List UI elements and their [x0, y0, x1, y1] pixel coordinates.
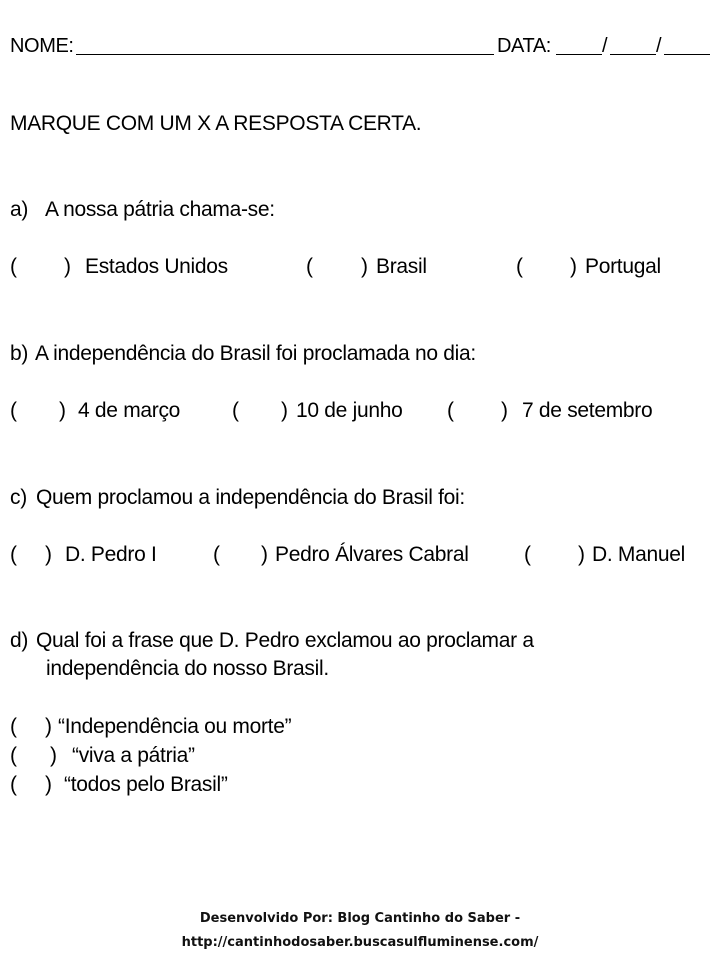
date-year-field[interactable] — [664, 54, 710, 55]
name-label: NOME: — [10, 35, 74, 57]
option-checkbox-open[interactable]: ( — [524, 543, 531, 566]
option-label: Portugal — [585, 255, 661, 278]
date-separator: / — [602, 35, 608, 57]
question-d-text-continued: independência do nosso Brasil. — [46, 657, 329, 680]
instruction-heading: MARQUE COM UM X A RESPOSTA CERTA. — [10, 112, 422, 135]
option-checkbox-open[interactable]: ( — [10, 543, 17, 566]
option-label: “viva a pátria” — [72, 744, 195, 767]
option-checkbox-close[interactable]: ) — [45, 715, 52, 738]
date-month-field[interactable] — [610, 54, 656, 55]
question-c-letter: c) — [10, 486, 27, 509]
option-checkbox-open[interactable]: ( — [10, 255, 17, 278]
option-checkbox-open[interactable]: ( — [447, 399, 454, 422]
question-c-options — [0, 543, 720, 569]
option-label: D. Pedro I — [65, 543, 157, 566]
option-checkbox-close[interactable]: ) — [578, 543, 585, 566]
option-checkbox-close[interactable]: ) — [59, 399, 66, 422]
question-b-letter: b) — [10, 342, 29, 365]
date-label: DATA: — [497, 35, 551, 57]
option-checkbox-open[interactable]: ( — [10, 715, 17, 738]
option-checkbox-close[interactable]: ) — [501, 399, 508, 422]
question-a-letter: a) — [10, 198, 29, 221]
option-label: Pedro Álvares Cabral — [275, 543, 469, 566]
date-separator: / — [656, 35, 662, 57]
option-checkbox-close[interactable]: ) — [45, 543, 52, 566]
option-label: 10 de junho — [296, 399, 403, 422]
option-checkbox-open[interactable]: ( — [10, 773, 17, 796]
option-label: Brasil — [376, 255, 427, 278]
question-d-option-1 — [0, 715, 720, 741]
name-field[interactable] — [76, 54, 494, 55]
question-a-options — [0, 255, 720, 281]
option-checkbox-open[interactable]: ( — [10, 399, 17, 422]
option-checkbox-open[interactable]: ( — [306, 255, 313, 278]
option-checkbox-open[interactable]: ( — [213, 543, 220, 566]
option-checkbox-open[interactable]: ( — [10, 744, 17, 767]
option-checkbox-close[interactable]: ) — [261, 543, 268, 566]
footer-url[interactable]: http://cantinhodosaber.buscasulfluminense.com/ — [181, 935, 539, 950]
option-label: Estados Unidos — [85, 255, 228, 278]
option-checkbox-close[interactable]: ) — [64, 255, 71, 278]
question-c-text: Quem proclamou a independência do Brasil foi: — [36, 486, 465, 509]
question-a-text: A nossa pátria chama-se: — [45, 198, 275, 221]
option-label: 7 de setembro — [522, 399, 653, 422]
option-label: “todos pelo Brasil” — [64, 773, 228, 796]
question-d-letter: d) — [10, 629, 29, 652]
option-checkbox-close[interactable]: ) — [570, 255, 577, 278]
option-checkbox-close[interactable]: ) — [45, 773, 52, 796]
option-checkbox-open[interactable]: ( — [232, 399, 239, 422]
option-label: 4 de março — [78, 399, 181, 422]
question-b-text: A independência do Brasil foi proclamada no dia: — [35, 342, 476, 365]
option-checkbox-close[interactable]: ) — [361, 255, 368, 278]
question-b-options — [0, 399, 720, 425]
question-d-option-2 — [0, 744, 720, 770]
option-checkbox-close[interactable]: ) — [281, 399, 288, 422]
option-label: “Independência ou morte” — [58, 715, 292, 738]
option-checkbox-open[interactable]: ( — [516, 255, 523, 278]
option-checkbox-close[interactable]: ) — [50, 744, 57, 767]
date-day-field[interactable] — [556, 54, 602, 55]
question-d-option-3 — [0, 773, 720, 799]
question-d-text: Qual foi a frase que D. Pedro exclamou ao proclamar a — [36, 629, 534, 652]
option-label: D. Manuel — [592, 543, 686, 566]
footer-credit: Desenvolvido Por: Blog Cantinho do Saber - — [199, 911, 521, 926]
